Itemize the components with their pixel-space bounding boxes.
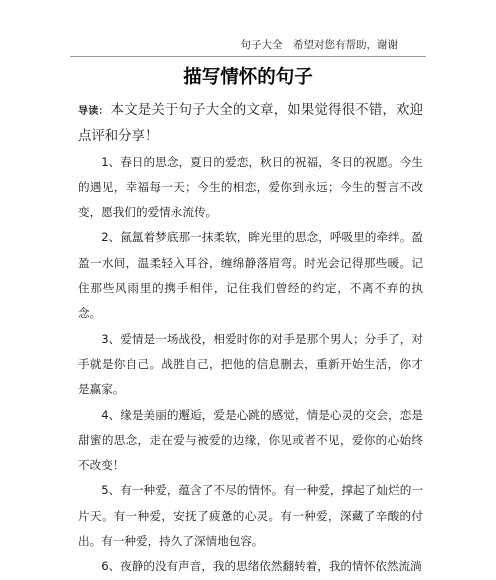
paragraph-5: 5、有一种爱，蕴含了不尽的情怀。有一种爱，撑起了灿烂的一片天。有一种爱，安抚了疲惫的心灵。有一种爱，深藏了辛酸的付出。有一种爱，持久了深情地包容。 xyxy=(78,483,423,549)
header-divider xyxy=(70,56,426,57)
intro-text: 本文是关于句子大全的文章，如果觉得很不错，欢迎点评和分享！ xyxy=(78,103,424,145)
intro-label: 导读： xyxy=(78,106,109,117)
intro-paragraph xyxy=(78,98,423,150)
paragraph-6: 6、夜静的没有声音，我的思绪依然翻转着，我的情怀依然流淌 xyxy=(101,559,422,574)
document-body xyxy=(78,98,423,580)
paragraph-3: 3、爱情是一场战役，相爱时你的对手是那个男人；分手了，对手就是你自己。战胜自己，把他的信息删去，重新开始生活，你才是赢家。 xyxy=(78,331,423,397)
paragraph-1: 1、春日的思念，夏日的爱恋，秋日的祝福，冬日的祝愿。今生的遇见，幸福每一天；今生的相恋，爱你到永远；今生的誓言不改变，愿我们的爱情永流传。 xyxy=(78,154,423,220)
page-header: 句子大全 希望对您有帮助，谢谢 xyxy=(240,39,398,51)
document-title: 描写情怀的句子 xyxy=(183,67,313,88)
paragraph-4: 4、缘是美丽的邂逅，爱是心跳的感觉，情是心灵的交会，恋是甜蜜的思念，走在爱与被爱的边缘，你见或者不见，爱你的心始终不改变！ xyxy=(78,407,423,473)
paragraph-2: 2、氤氲着梦底那一抹柔软，眸光里的思念，呼吸里的牵绊。盈盈一水间，温柔轻入耳谷，缠绵静落眉弯。时光会记得那些暖。记住那些风雨里的携手相伴，记住我们曾经的约定，不离不弃的执念。 xyxy=(78,230,423,321)
